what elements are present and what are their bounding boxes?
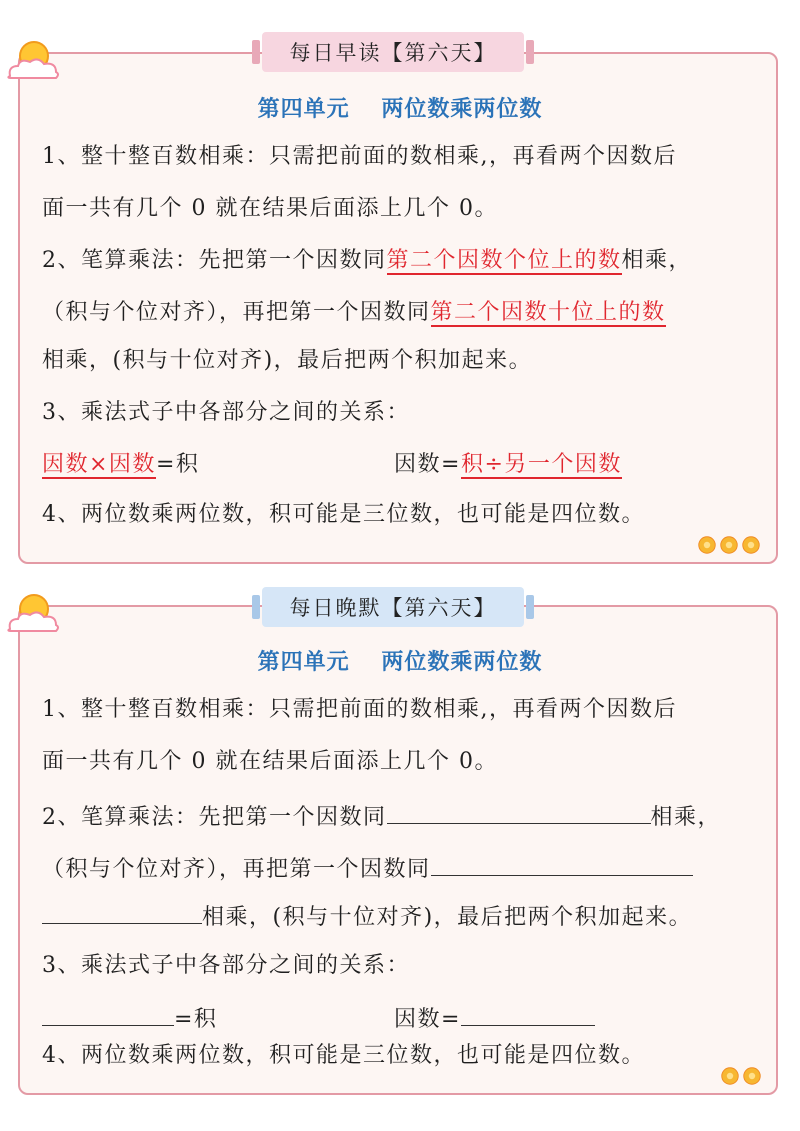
rule-2-text: 2、笔算乘法：先把第一个因数同 (42, 248, 387, 273)
blank-units-digit[interactable] (387, 799, 651, 824)
blank-tens-digit-cont[interactable] (42, 899, 202, 924)
relation-1 (42, 450, 199, 480)
relation-2-start-b: 因数= (394, 1007, 461, 1032)
relation-1-b (42, 1001, 217, 1035)
unit-heading-2: 第四单元 两位数乘两位数 (257, 649, 543, 675)
evening-dictation-tag: 每日晚默【第六天】 (262, 587, 524, 627)
rule-2-text-end: 相乘， (621, 248, 693, 273)
blank-product-formula[interactable] (42, 1001, 174, 1026)
rule-1-line-2: 面一共有几个 0 就在结果后面添上几个 0。 (42, 196, 498, 221)
rule-1-line-1: 1、整十整百数相乘：只需把前面的数相乘,，再看两个因数后 (42, 144, 677, 169)
answer-units-digit: 第二个因数个位上的数 (386, 248, 622, 273)
rule-1-line-2-b: 面一共有几个 0 就在结果后面添上几个 0。 (42, 749, 498, 774)
flower-icon (694, 534, 764, 556)
rule-2-text-2-b: （积与个位对齐），再把第一个因数同 (42, 857, 431, 882)
unit-heading: 第四单元 两位数乘两位数 (257, 96, 543, 122)
rule-4-line: 4、两位数乘两位数，积可能是三位数，也可能是四位数。 (42, 502, 645, 527)
sun-cloud-icon (4, 593, 62, 635)
blank-tens-digit[interactable] (431, 851, 693, 876)
rule-3-line: 3、乘法式子中各部分之间的关系： (42, 400, 410, 425)
rule-2-text-2: （积与个位对齐），再把第一个因数同 (42, 300, 431, 325)
rule-2-line-1-b (42, 799, 721, 833)
blank-factor-formula[interactable] (461, 1001, 595, 1026)
sun-cloud-icon (4, 40, 62, 82)
morning-reading-tag: 每日早读【第六天】 (262, 32, 524, 72)
rule-2-line-3-b (42, 899, 692, 933)
rule-3-line-b: 3、乘法式子中各部分之间的关系： (42, 953, 410, 978)
morning-reading-card (18, 52, 778, 564)
rule-2-text-3-b: 相乘，(积与十位对齐)，最后把两个积加起来。 (202, 905, 693, 930)
relation-2 (394, 450, 622, 480)
answer-factor-formula: 积÷另一个因数 (460, 452, 622, 477)
relation-1-end: =积 (155, 452, 200, 477)
relation-2-b (394, 1001, 595, 1035)
rule-4-line-b: 4、两位数乘两位数，积可能是三位数，也可能是四位数。 (42, 1043, 645, 1068)
relation-2-start: 因数= (394, 452, 461, 477)
flower-icon (718, 1065, 764, 1087)
evening-dictation-card (18, 605, 778, 1095)
rule-2-line-2 (42, 298, 666, 328)
rule-2-text-b: 2、笔算乘法：先把第一个因数同 (42, 805, 387, 830)
rule-2-line-3: 相乘，(积与十位对齐)，最后把两个积加起来。 (42, 348, 533, 373)
rule-2-line-2-b (42, 851, 693, 885)
answer-product-formula: 因数×因数 (42, 452, 156, 477)
answer-tens-digit: 第二个因数十位上的数 (430, 300, 666, 325)
rule-2-text-end-b: 相乘， (650, 805, 722, 830)
rule-2-line-1 (42, 246, 692, 276)
relation-1-end-b: =积 (174, 1007, 218, 1032)
rule-1-line-1-b: 1、整十整百数相乘：只需把前面的数相乘,，再看两个因数后 (42, 697, 677, 722)
